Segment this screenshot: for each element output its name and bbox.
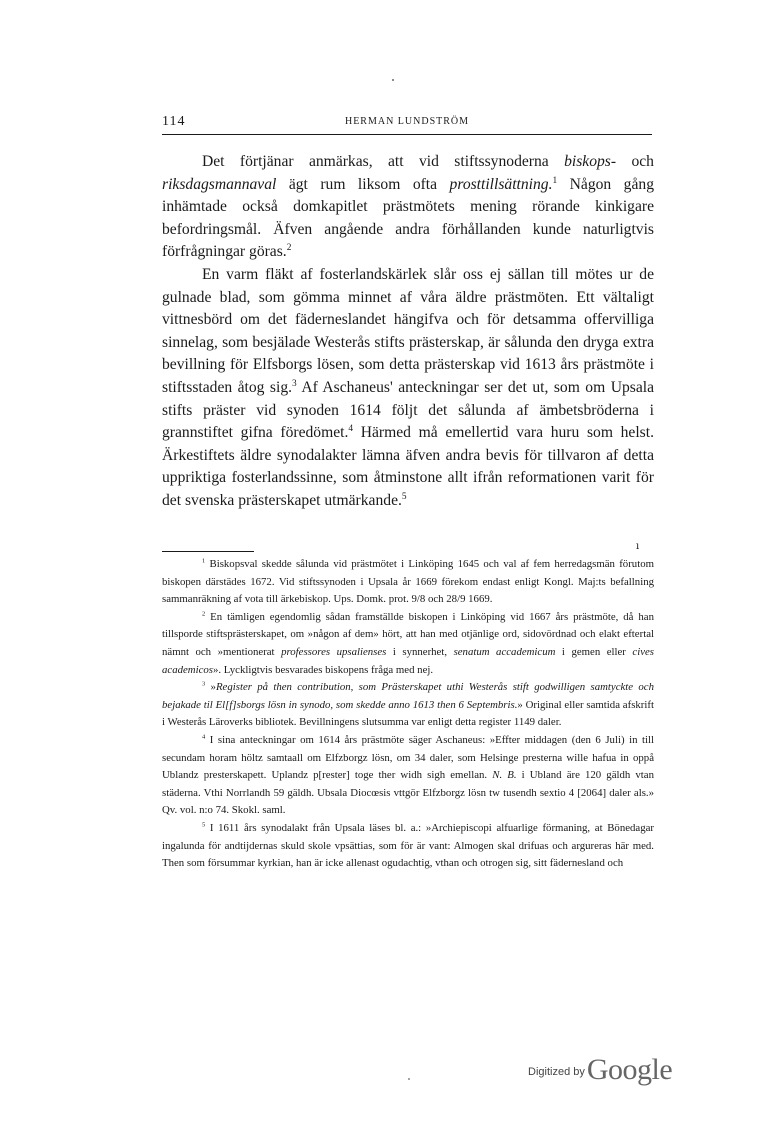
digitized-watermark <box>528 1051 672 1085</box>
scan-speck-bottom <box>408 1078 410 1080</box>
footnotes <box>162 556 654 873</box>
paragraph-2: En varm fläkt af fosterlandskärlek slår oss ej sällan till mötes ur de gulnade blad, som gömma minnet af våra äldre prästmöten. Ett vältaligt vittnesbörd om det fäderneslandet hängifva och för detsamma offervilliga sinnelag, som besjälade Westerås stifts prästerskap, är sålunda den dryga extra bevillning för Elfsborgs lösen, som detta prästerskap vid 1613 års prästmöte i stiftsstaden åtog sig.$^3$ Af Aschaneus' anteckningar ser det ut, som om Upsala stifts präster vid synoden 1614 följt det sålunda af ämbetsbröderna i grannstiftet gifna föredömet.$^4$ Härmed må emellertid vara huru som helst. Ärkestiftets äldre synodalakter lämna äfven andra bevis för tillvaron af detta uppriktiga fosterlandssinne, som åtminstone allt ifrån reformationen varit för det svenska prästerskapet utmärkande.$^5$ <box>162 265 655 509</box>
page-number: 114 <box>162 114 186 129</box>
main-text <box>162 151 654 513</box>
paragraph-1: Det förtjänar anmärkas, att vid stiftssynoderna biskops- och riksdagsmannaval ägt rum liksom ofta prosttillsättning.$^1$ Någon gång inhämtade också domkapitlet prästmötets mening rörande kinkigare befordringsmål. Äfven angående andra förhållanden kunde naturligtvis förfrågningar göras.$^2$ <box>162 153 654 261</box>
footnote-ref-4: 4 <box>348 423 354 434</box>
footnote-ref-3: 3 <box>292 378 297 389</box>
footnote-separator <box>162 551 254 552</box>
google-logo: Google <box>586 1053 673 1086</box>
footnote-1: $^1$ Biskopsval skedde sålunda vid prästmötet i Linköping 1645 och val af fem herredagsmän förutom biskopen därstädes 1672. Vid stiftssynoden i Upsala år 1669 förekom endast enligt Kongl. Maj:ts befallning sammanräkning af vota till ärkebiskop. Ups. Domk. prot. 9/8 och 28/9 1669. <box>162 557 654 606</box>
footnote-5: $^5$ I 1611 års synodalakt från Upsala läses bl. a.: »Archiepiscopi alfuarlige förmaning, at Bönedagar ingalunda för andtijdernas skuld skole vpsättias, som för är vant: Almogen skal drifuas och argureras här med. Then som försummar kyrkian, han är icke allenast ogudachtig, vthan och otrogen sig, sitt fädernesland och <box>162 821 654 870</box>
page-header <box>162 114 652 134</box>
watermark-prefix: Digitized by <box>528 1066 585 1078</box>
footnote-ref-2: 2 <box>286 243 292 254</box>
footnote-ref-5: 5 <box>401 491 407 502</box>
footnote-ref-1: 1 <box>552 175 558 186</box>
running-head: HERMAN LUNDSTRÖM <box>344 116 470 127</box>
footnote-4: $^4$ I sina anteckningar om 1614 års prästmöte säger Aschaneus: »Effter middagen (den 6 Juli) in till secundam horam höltz samtaall om Elfzborgz lösn, om 34 daler, som Helsinge presterna wille hafua in oppå Ublandz presterskapett. Uplandz p[rester] toge ther widh sigh emellan. N. B. i Ubland äre 120 gäldh vtan städerna. Vthi Norrlandh 59 gäldh. Ubsala Diocœsis vttgör Elfzborgz lösn tw tusendh sextio 4 [2064] daler als.» Qv. vol. n:o 74. Skokl. saml. <box>162 733 654 817</box>
footnote-2: $^2$ En tämligen egendomlig sådan framställde biskopen i Linköping vid 1667 års prästmöte, då han tillsporde stiftsprästerskapet, om »någon af dem» hört, att han med otjänlige ord, sidovördnad och elakt eftertal nämnt och »mentionerat professores upsalienses i synnerhet, senatum accademicum i gemen eller cives academicos». Lyckligtvis besvarades biskopens fråga med nej. <box>162 610 654 676</box>
footnote-3: $^3$ »Register på then contribution, som Prästerskapet uthi Westerås stift godwilligen samtyckte och bejakade til El[f]sborgs lösn in synodo, som skedde anno 1613 then 6 Septembris.» Original eller samtida afskrift i Westerås Läroverks bibliotek. Bevillningens slutsumma var enligt detta register 1149 daler. <box>162 680 654 729</box>
scan-mark: ı <box>636 541 640 552</box>
scan-speck <box>392 79 394 81</box>
header-rule <box>162 134 652 135</box>
